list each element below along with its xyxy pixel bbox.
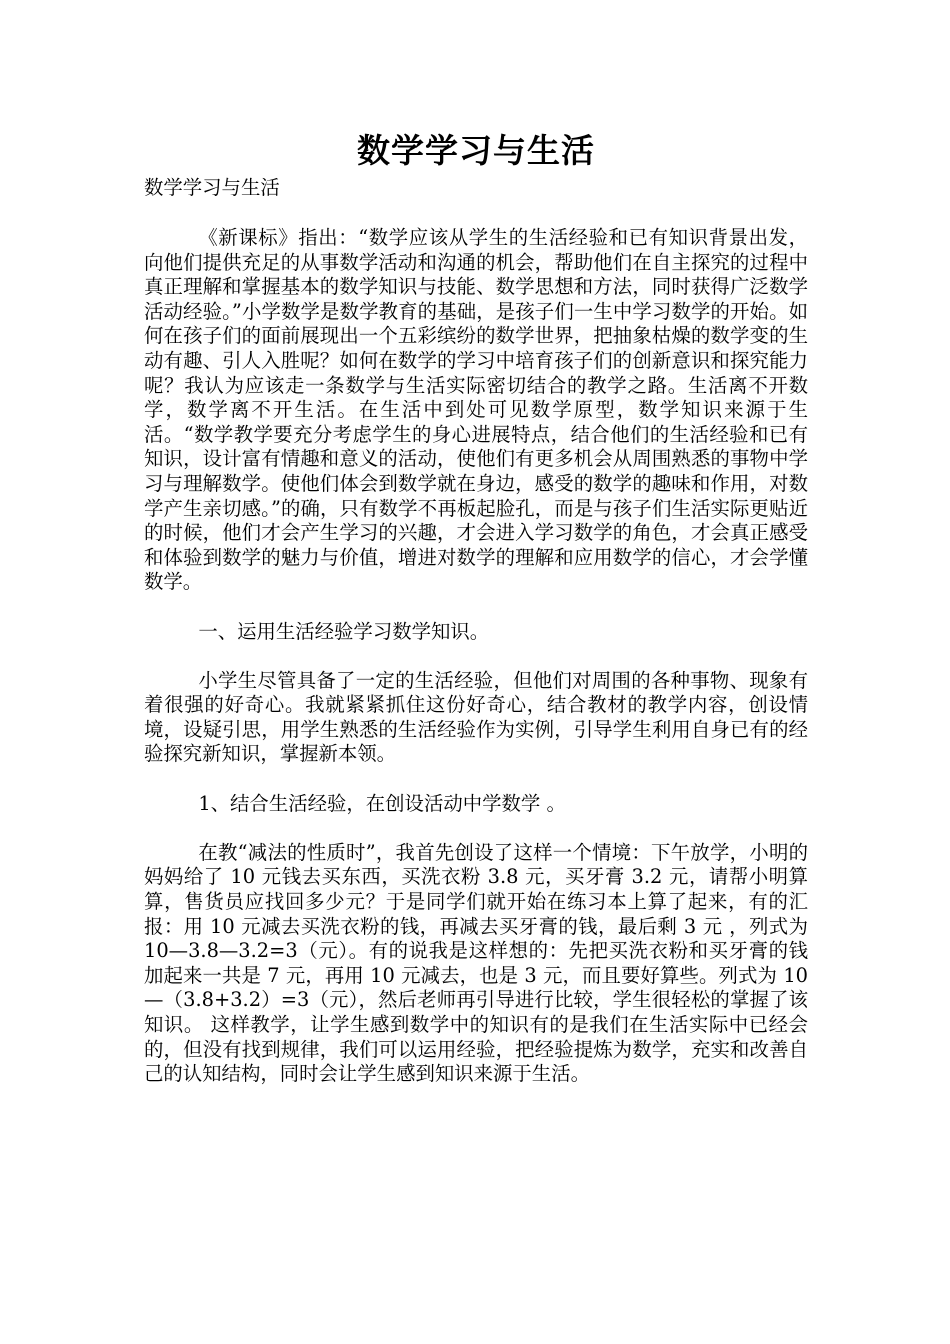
section-heading-1: 一、运用生活经验学习数学知识。 [198,619,490,643]
section-1-paragraph: 小学生尽管具备了一定的生活经验，但他们对周围的各种事物、现象有着很强的好奇心。我就紧紧抓住这份好奇心，结合教材的教学内容，创设情境，设疑引思，用学生熟悉的生活经验作为实例，引导学生利用自身已有的经验探究新知识，掌握新本领。 [144,668,808,766]
subsection-1-paragraph: 在教“减法的性质时”，我首先创设了这样一个情境：下午放学，小明的妈妈给了 10 元钱去买东西，买洗衣粉 3.8 元，买牙膏 3.2 元，请帮小明算算，售货员应找回多少元？于是同学们就开始在练习本上算了起来，有的汇报：用 10 元减去买洗衣粉的钱，再减去买牙膏的钱，最后剩 3 元 ，列式为 10—3.8—3.2=3（元）。有的说我是这样想的：先把买洗衣粉和买牙膏的钱加起来一共是 7 元，再用 10 元减去，也是 3 元，而且要好算些。列式为 10—（3.8+3.2）=3（元），然后老师再引导进行比较，学生很轻松的掌握了该知识。 这样教学，让学生感到数学中的知识有的是我们在生活实际中已经会的，但没有找到规律，我们可以运用经验，把经验提炼为数学，充实和改善自己的认知结构，同时会让学生感到知识来源于生活。 [144,840,808,1086]
document-page [144,0,808,1087]
subsection-heading-1: 1、结合生活经验，在创设活动中学数学 。 [198,791,566,815]
document-subtitle: 数学学习与生活 [144,176,280,199]
document-title: 数学学习与生活 [357,131,595,170]
intro-paragraph: 《新课标》指出：“数学应该从学生的生活经验和已有知识背景出发，向他们提供充足的从事数学活动和沟通的机会，帮助他们在自主探究的过程中真正理解和掌握基本的数学知识与技能、数学思想和方法，同时获得广泛数学活动经验。”小学数学是数学教育的基础，是孩子们一生中学习数学的开始。如何在孩子们的面前展现出一个五彩缤纷的数学世界，把抽象枯燥的数学变的生动有趣、引人入胜呢？如何在数学的学习中培育孩子们的创新意识和探究能力呢？我认为应该走一条数学与生活实际密切结合的教学之路。生活离不开数学，数学离不开生活。在生活中到处可见数学原型，数学知识来源于生活。“数学教学要充分考虑学生的身心进展特点，结合他们的生活经验和已有知识，设计富有情趣和意义的活动，使他们有更多机会从周围熟悉的事物中学习与理解数学。使他们体会到数学就在身边，感受的数学的趣味和作用，对数学产生亲切感。”的确，只有数学不再板起脸孔，而是与孩子们生活实际更贴近的时候，他们才会产生学习的兴趣，才会进入学习数学的角色，才会真正感受和体验到数学的魅力与价值，增进对数学的理解和应用数学的信心，才会学懂数学。 [144,226,808,594]
